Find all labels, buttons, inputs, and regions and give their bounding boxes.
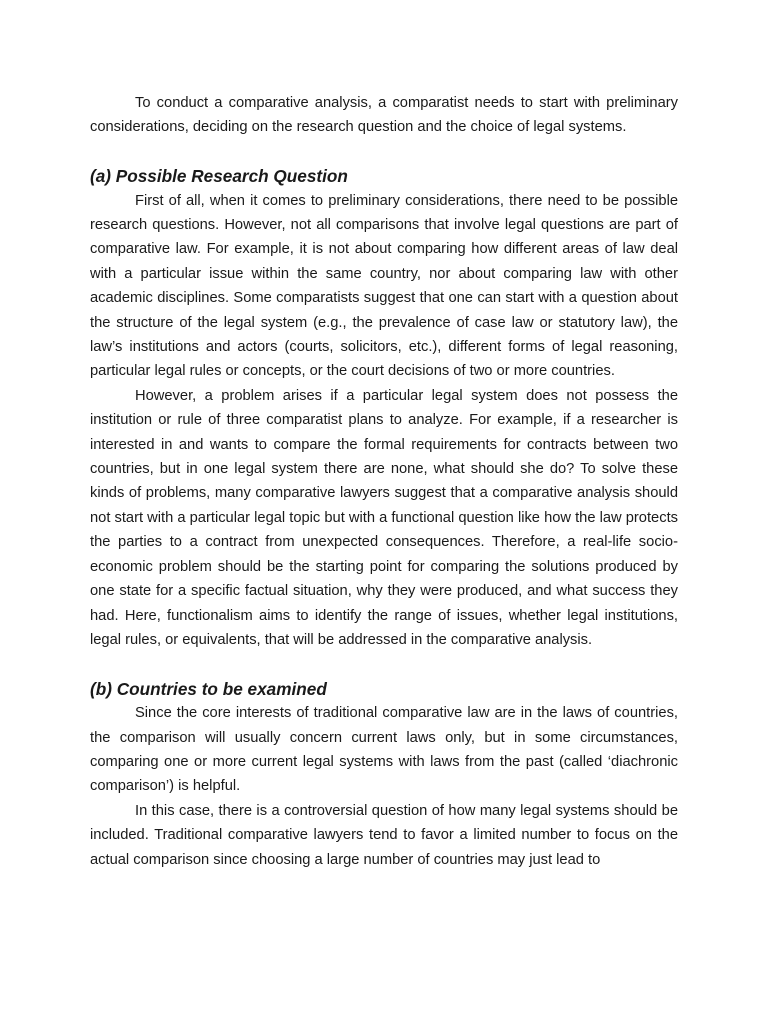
document-page <box>90 91 678 872</box>
intro-paragraph: To conduct a comparative analysis, a comparatist needs to start with preliminary considerations, deciding on the research question and the choice of legal systems. <box>90 95 678 136</box>
section-b-paragraph-2: In this case, there is a controversial question of how many legal systems should be included. Traditional comparative lawyers tend to favor a limited number to focus on the actual comparison since choosing a large number of countries may just lead to <box>90 802 678 868</box>
section-b-heading: (b) Countries to be examined <box>90 678 327 699</box>
section-b-paragraph-1: Since the core interests of traditional comparative law are in the laws of countries, the comparison will usually concern current laws only, but in some circumstances, comparing one or more current legal systems with laws from the past (called ‘diachronic comparison’) is helpful. <box>90 705 678 795</box>
section-a-paragraph-1: First of all, when it comes to preliminary considerations, there need to be possible research questions. However, not all comparisons that involve legal questions are part of comparative law. For example, it is not about comparing how different areas of law deal with a particular issue within the same country, nor about comparing law with other academic disciplines. Some comparatists suggest that one can start with a question about the structure of the legal system (e.g., the prevalence of case law or statutory law), the law’s institutions and actors (courts, solicitors, etc.), different forms of legal reasoning, particular legal rules or concepts, or the court decisions of two or more countries. <box>90 192 678 380</box>
section-a-paragraph-2: However, a problem arises if a particular legal system does not possess the institution or rule of three comparatist plans to analyze. For example, if a researcher is interested in and wants to compare the formal requirements for contracts between two countries, but in one legal system there are none, what should she do? To solve these kinds of problems, many comparative lawyers suggest that a comparative analysis should not start with a particular legal topic but with a functional question like how the law protects the parties to a contract from unexpected consequences. Therefore, a real-life socio-economic problem should be the starting point for comparing the solutions produced by one state for a specific factual situation, why they were produced, and what success they had. Here, functionalism aims to identify the range of issues, whether legal institutions, legal rules, or equivalents, that will be addressed in the comparative analysis. <box>90 387 678 648</box>
section-a-heading: (a) Possible Research Question <box>90 166 348 187</box>
